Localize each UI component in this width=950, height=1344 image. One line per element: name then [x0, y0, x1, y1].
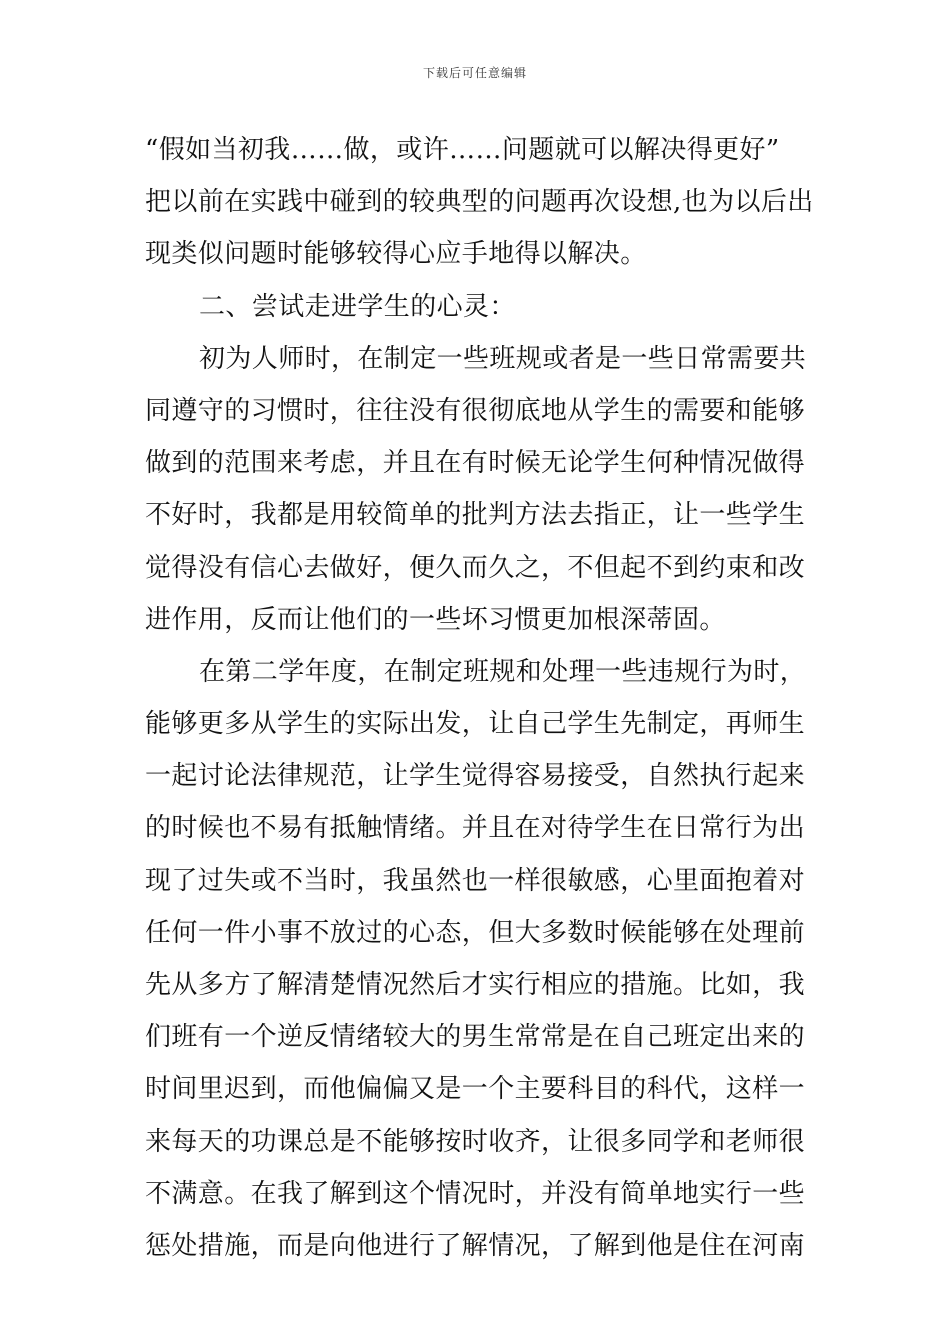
text-line: 们班有一个逆反情绪较大的男生常常是在自己班定出来的	[145, 1022, 806, 1053]
text-line: 时间里迟到，而他偏偏又是一个主要科目的科代，这样一	[145, 1074, 806, 1105]
text-line: 的时候也不易有抵触情绪。并且在对待学生在日常行为出	[145, 813, 806, 844]
page-header: 下载后可任意编辑	[422, 66, 527, 80]
text-line: 能够更多从学生的实际出发，让自己学生先制定，再师生	[145, 709, 806, 740]
text-line: 觉得没有信心去做好，便久而久之，不但起不到约束和改	[145, 552, 806, 583]
text-line: 任何一件小事不放过的心态，但大多数时候能够在处理前	[145, 917, 806, 948]
text-line: 同遵守的习惯时，往往没有很彻底地从学生的需要和能够	[145, 395, 806, 426]
text-line: 现了过失或不当时，我虽然也一样很敏感，心里面抱着对	[145, 865, 806, 896]
text-line: 先从多方了解清楚情况然后才实行相应的措施。比如，我	[145, 970, 806, 1000]
text-line: 惩处措施，而是向他进行了解情况，了解到他是住在河南	[145, 1230, 806, 1261]
section-heading: 二、尝试走进学生的心灵：	[199, 291, 516, 322]
text-line: 来每天的功课总是不能够按时收齐，让很多同学和老师很	[145, 1126, 806, 1157]
text-line: 进作用，反而让他们的一些坏习惯更加根深蒂固。	[145, 604, 726, 635]
text-line: 初为人师时，在制定一些班规或者是一些日常需要共	[199, 343, 807, 374]
text-line: 现类似问题时能够较得心应手地得以解决。	[145, 239, 647, 270]
text-line: 在第二学年度，在制定班规和处理一些违规行为时，	[199, 656, 807, 687]
text-line: 做到的范围来考虑，并且在有时候无论学生何种情况做得	[145, 448, 806, 479]
text-line: 不满意。在我了解到这个情况时，并没有简单地实行一些	[145, 1178, 806, 1209]
document-body	[145, 124, 814, 1272]
text-line: 不好时，我都是用较简单的批判方法去指正，让一些学生	[145, 500, 806, 531]
text-line: “假如当初我……做，或许……问题就可以解决得更好”	[145, 135, 780, 165]
text-line: 一起讨论法律规范，让学生觉得容易接受，自然执行起来	[145, 761, 806, 792]
text-line: 把以前在实践中碰到的较典型的问题再次设想,也为以后出	[145, 187, 814, 218]
